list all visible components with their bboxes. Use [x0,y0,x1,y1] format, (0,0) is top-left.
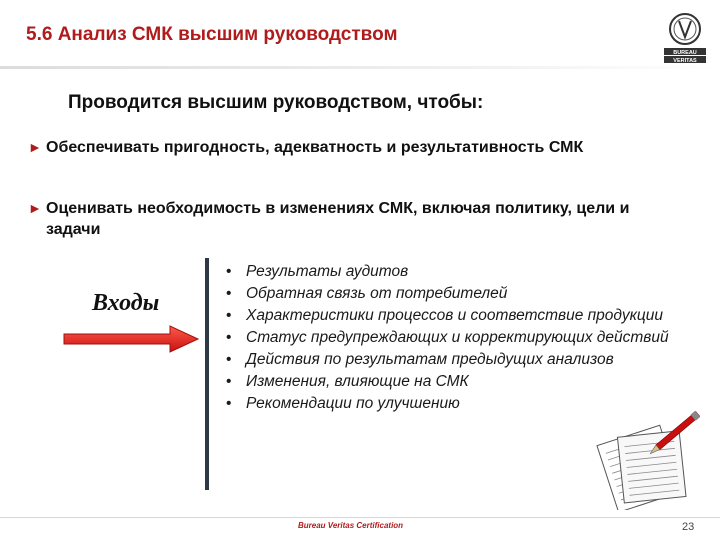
arrow-item [28,198,688,240]
slide-title: 5.6 Анализ СМК высшим руководством [26,24,398,45]
footer-divider [0,517,720,518]
arrow-bullet-icon: ► [28,200,42,216]
right-arrow-icon [62,324,202,354]
logo-text-bottom: VERITAS [673,58,697,64]
inputs-list [224,262,694,416]
list-item [224,284,694,304]
bureau-veritas-logo-icon [662,12,708,64]
page-number: 23 [682,521,695,533]
arrow-item-text: Оценивать необходимость в изменениях СМК, включая политику, цели и задачи [46,200,630,238]
list-item-text: Действия по результатам предыдущих анализов [246,351,614,368]
list-item [224,306,694,326]
list-item-text: Результаты аудитов [246,263,409,280]
list-item [224,372,694,392]
footer-company: Bureau Veritas Certification [298,521,404,530]
list-item-text: Статус предупреждающих и корректирующих действий [246,329,669,346]
title-divider [0,66,720,69]
list-item-text: Обратная связь от потребителей [246,285,508,302]
list-item [224,350,694,370]
list-item-text: Характеристики процессов и соответствие продукции [246,307,663,324]
bullet-icon: • [226,373,232,390]
list-item-text: Изменения, влияющие на СМК [246,373,469,390]
papers-and-pen-icon [590,400,710,510]
list-item [224,262,694,282]
bullet-icon: • [226,285,232,302]
bullet-icon: • [226,395,232,412]
bullet-icon: • [226,307,232,324]
arrow-item [28,137,688,158]
bullet-icon: • [226,351,232,368]
subtitle: Проводится высшим руководством, чтобы: [68,92,484,113]
arrow-bullet-icon: ► [28,139,42,155]
arrow-item-text: Обеспечивать пригодность, адекватность и результативность СМК [46,139,584,156]
vertical-divider [205,258,209,490]
list-item-text: Рекомендации по улучшению [246,395,460,412]
bullet-icon: • [226,263,232,280]
bullet-icon: • [226,329,232,346]
list-item [224,328,694,348]
inputs-label: Входы [92,290,160,316]
logo-text-top: BUREAU [673,50,697,56]
